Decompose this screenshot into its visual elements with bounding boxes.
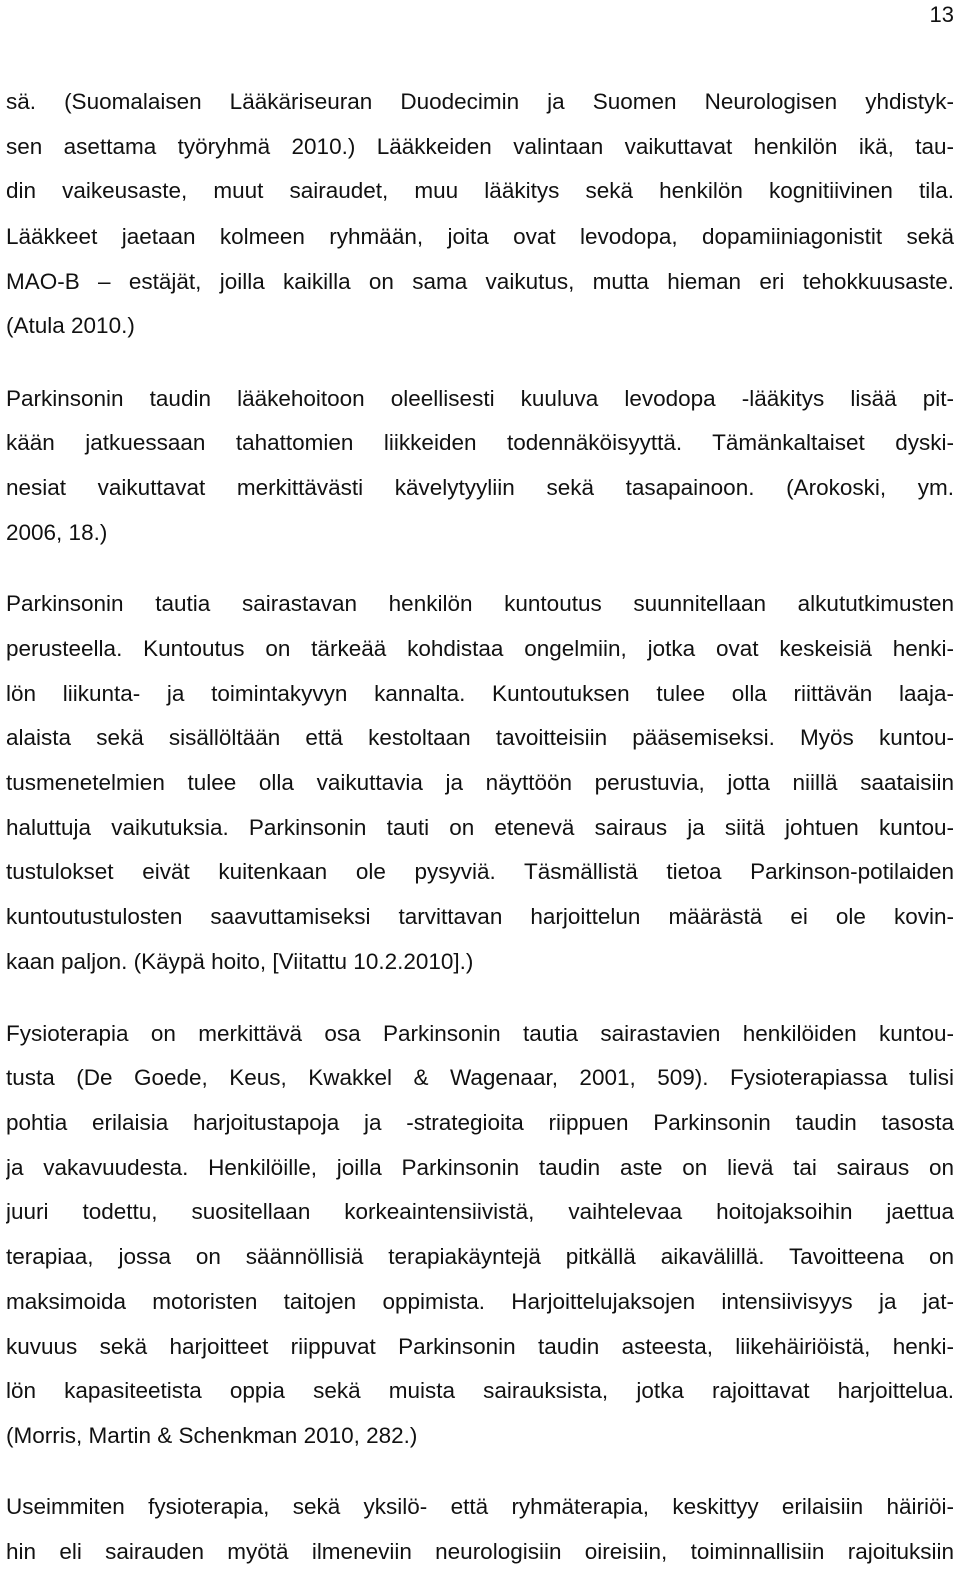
text-line: kuvuus sekä harjoitteet riippuvat Parkinsonin taudin asteesta, liikehäiriöistä, henki- <box>6 1334 954 1359</box>
text-line: Fysioterapia on merkittävä osa Parkinsonin tautia sairastavien henkilöiden kuntou- <box>6 1021 954 1046</box>
text-line: MAO-B – estäjät, joilla kaikilla on sama vaikutus, mutta hieman eri tehokkuusaste. <box>6 269 954 294</box>
text-line: Parkinsonin taudin lääkehoitoon oleellisesti kuuluva levodopa -lääkitys lisää pit- <box>6 386 954 411</box>
text-line: lön kapasiteetista oppia sekä muista sairauksista, jotka rajoittavat harjoittelua. <box>6 1378 954 1403</box>
text-line: perusteella. Kuntoutus on tärkeää kohdistaa ongelmiin, jotka ovat keskeisiä henki- <box>6 636 954 661</box>
text-line: tustulokset eivät kuitenkaan ole pysyviä. Täsmällistä tietoa Parkinson-potilaiden <box>6 859 954 884</box>
text-line: kuntoutustulosten saavuttamiseksi tarvittavan harjoittelun määrästä ei ole kovin- <box>6 904 954 929</box>
text-line: sä. (Suomalaisen Lääkäriseuran Duodecimin ja Suomen Neurologisen yhdistyk- <box>6 89 954 114</box>
text-line: hin eli sairauden myötä ilmeneviin neurologisiin oireisiin, toiminnallisiin rajoituksiin <box>6 1539 954 1564</box>
text-line: terapiaa, jossa on säännöllisiä terapiakäyntejä pitkällä aikavälillä. Tavoitteena on <box>6 1244 954 1269</box>
text-line: juuri todettu, suositellaan korkeaintensiivistä, vaihtelevaa hoitojaksoihin jaettua <box>6 1199 954 1224</box>
text-line: din vaikeusaste, muut sairaudet, muu lääkitys sekä henkilön kognitiivinen tila. <box>6 178 954 203</box>
text-line: (Morris, Martin & Schenkman 2010, 282.) <box>6 1423 418 1448</box>
text-line: maksimoida motoristen taitojen oppimista. Harjoittelujaksojen intensiivisyys ja jat- <box>6 1289 954 1314</box>
text-line: lön liikunta- ja toimintakyvyn kannalta. Kuntoutuksen tulee olla riittävän laaja- <box>6 681 954 706</box>
text-line: 2006, 18.) <box>6 520 108 545</box>
text-line: Useimmiten fysioterapia, sekä yksilö- että ryhmäterapia, keskittyy erilaisiin häiriöi- <box>6 1494 954 1519</box>
text-line: nesiat vaikuttavat merkittävästi kävelytyyliin sekä tasapainoon. (Arokoski, ym. <box>6 475 954 500</box>
text-line: ja vakavuudesta. Henkilöille, joilla Parkinsonin taudin aste on lievä tai sairaus on <box>6 1155 954 1180</box>
text-line: haluttuja vaikutuksia. Parkinsonin tauti on etenevä sairaus ja siitä johtuen kuntou- <box>6 815 954 840</box>
text-line: Parkinsonin tautia sairastavan henkilön kuntoutus suunnitellaan alkututkimusten <box>6 591 954 616</box>
text-line: alaista sekä sisällöltään että kestoltaan tavoitteisiin pääsemiseksi. Myös kuntou- <box>6 725 954 750</box>
text-line: tusta (De Goede, Keus, Kwakkel & Wagenaar, 2001, 509). Fysioterapiassa tulisi <box>6 1065 954 1090</box>
text-line: kään jatkuessaan tahattomien liikkeiden todennäköisyyttä. Tämänkaltaiset dyski- <box>6 430 954 455</box>
text-line: tusmenetelmien tulee olla vaikuttavia ja näyttöön perustuvia, jotta niillä saataisiin <box>6 770 954 795</box>
text-line: sen asettama työryhmä 2010.) Lääkkeiden valintaan vaikuttavat henkilön ikä, tau- <box>6 134 954 159</box>
page-number: 13 <box>929 2 954 27</box>
text-line: Lääkkeet jaetaan kolmeen ryhmään, joita ovat levodopa, dopamiiniagonistit sekä <box>6 224 954 249</box>
text-line: (Atula 2010.) <box>6 313 135 338</box>
text-line: pohtia erilaisia harjoitustapoja ja -strategioita riippuen Parkinsonin taudin tasosta <box>6 1110 954 1135</box>
text-line: kaan paljon. (Käypä hoito, [Viitattu 10.2.2010].) <box>6 949 474 974</box>
